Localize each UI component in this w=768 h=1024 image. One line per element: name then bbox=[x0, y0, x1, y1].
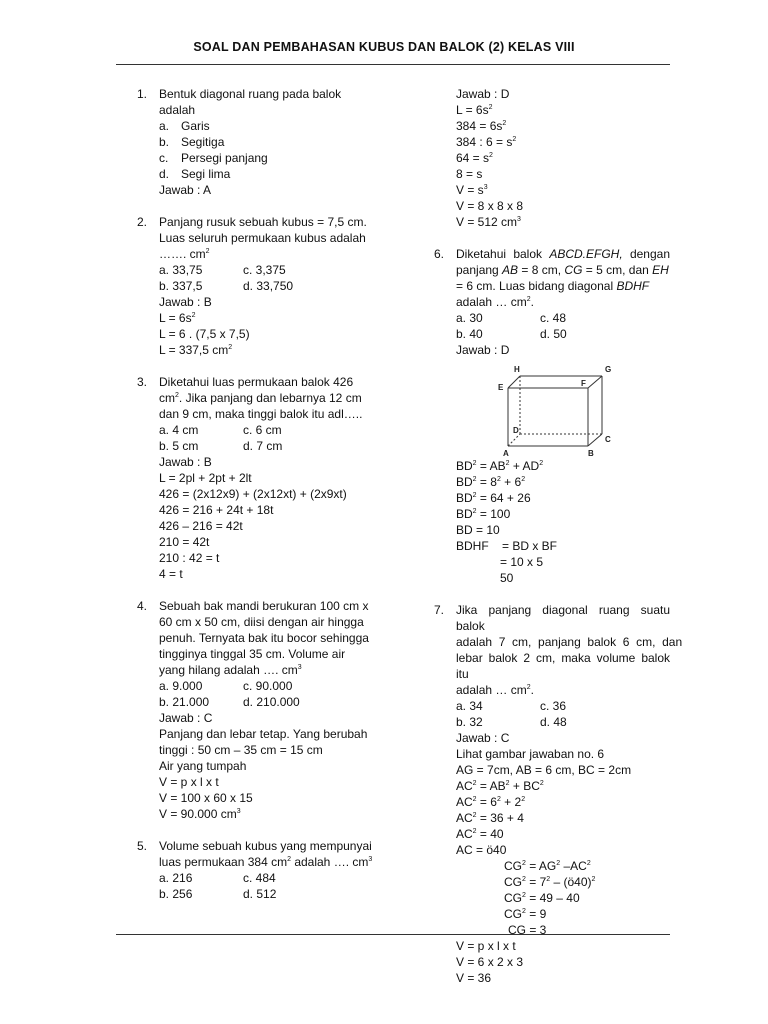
answer: Jawab : C bbox=[456, 731, 510, 745]
solution-line: $64 = s^2$ bbox=[456, 151, 493, 165]
solution-line: 384 : $6 = s^2$ bbox=[456, 135, 517, 149]
edge-bc bbox=[588, 434, 602, 446]
option-row: b. 40 d. 50 bbox=[456, 327, 567, 341]
option: b. Segitiga bbox=[159, 135, 225, 149]
vertex-label: C bbox=[605, 435, 611, 444]
option-row: b. 5 cm d. 7 cm bbox=[159, 439, 283, 453]
solution-line: 50 bbox=[500, 571, 514, 585]
footer-rule bbox=[116, 934, 670, 935]
solution-line: $CG^2 = 7^2$ – (ö40)$^2$ bbox=[504, 875, 596, 889]
question-number: 2. bbox=[137, 215, 148, 229]
option-row: a. 30 c. 48 bbox=[456, 311, 567, 325]
solution-line: 426 – 216 = 42t bbox=[159, 519, 243, 533]
solution-line: $CG^2 = 9$ bbox=[504, 907, 547, 921]
solution-line: $AC^2 = 36 + 4$ bbox=[456, 811, 524, 825]
question-number: 1. bbox=[137, 87, 148, 101]
solution-line: tinggi : 50 cm – 35 cm = 15 cm bbox=[159, 743, 323, 757]
question-text: adalah bbox=[159, 103, 196, 117]
solution-line: V = 6 x 2 x 3 bbox=[456, 955, 524, 969]
option: a. Garis bbox=[159, 119, 210, 133]
question-5-solution bbox=[434, 86, 670, 230]
option-row: b. 337,5 d. 33,750 bbox=[159, 279, 294, 293]
question-text: penuh. Ternyata bak itu bocor sehingga bbox=[159, 631, 369, 645]
solution-line: BD = 10 bbox=[456, 523, 500, 537]
vertex-label: E bbox=[498, 383, 504, 392]
solution-line: $V = s^3$ bbox=[456, 183, 488, 197]
solution-line: 210 = 42t bbox=[159, 535, 210, 549]
question-text: tingginya tinggal 35 cm. Volume air bbox=[159, 647, 346, 661]
solution-line: $BD^2 = 100$ bbox=[456, 507, 511, 521]
solution-line: AC = ö40 bbox=[456, 843, 507, 857]
solution-line: V = 512 $cm^3$ bbox=[456, 215, 521, 229]
option-row: a. 9.000 c. 90.000 bbox=[159, 679, 293, 693]
question-4 bbox=[137, 598, 377, 822]
page-title: SOAL DAN PEMBAHASAN KUBUS DAN BALOK (2) KELAS VIII bbox=[193, 40, 575, 54]
question-text: Volume sebuah kubus yang mempunyai bbox=[159, 839, 372, 853]
option-row: a. 33,75 c. 3,375 bbox=[159, 263, 286, 277]
question-text: Diketahui luas permukaan balok 426 bbox=[159, 375, 354, 389]
solution-line: $BD^2 = 8^2 + 6^2$ bbox=[456, 475, 526, 489]
question-text: 60 cm x 50 cm, diisi dengan air hingga bbox=[159, 615, 364, 629]
question-5 bbox=[137, 838, 377, 902]
solution-line: $BD^2 = AB^2 + AD^2$ bbox=[456, 459, 544, 473]
question-number: 7. bbox=[434, 603, 445, 617]
option-row: b. 21.000 d. 210.000 bbox=[159, 695, 300, 709]
answer: Jawab : C bbox=[159, 711, 213, 725]
question-text: Sebuah bak mandi berukuran 100 cm x bbox=[159, 599, 369, 613]
question-1 bbox=[137, 86, 377, 198]
solution-line: Panjang dan lebar tetap. Yang berubah bbox=[159, 727, 368, 741]
solution-line: $CG^2 = AG^2$ $-AC^2$ bbox=[504, 859, 591, 873]
solution-line: 426 = 216 + 24t + 18t bbox=[159, 503, 274, 517]
solution-line: $AC^2 = AB^2 + BC^2$ bbox=[456, 779, 544, 793]
solution-line: V = 8 x 8 x 8 bbox=[456, 199, 524, 213]
question-text: luas permukaan 384 $cm^2$ adalah …. $cm^3$ bbox=[159, 855, 373, 869]
cuboid-diagram bbox=[496, 362, 624, 458]
question-number: 6. bbox=[434, 247, 445, 261]
solution-line: $AC^2 = 6^2 + 2^2$ bbox=[456, 795, 526, 809]
solution-line: V = 90.000 $cm^3$ bbox=[159, 807, 241, 821]
solution-line: $384 = 6s^2$ bbox=[456, 119, 507, 133]
solution-line: L = 6 . (7,5 x 7,5) bbox=[159, 327, 250, 341]
answer: Jawab : D bbox=[456, 87, 510, 101]
solution-line: 426 = (2x12x9) + (2x12xt) + (2x9xt) bbox=[159, 487, 347, 501]
solution-line: $CG^2 = 49 - 40$ bbox=[504, 891, 580, 905]
question-text: panjang AB = 8 cm, CG = 5 cm, dan EH bbox=[456, 263, 669, 277]
question-text: Jika panjang diagonal ruang suatu balok bbox=[456, 603, 670, 633]
option: c. Persegi panjang bbox=[159, 151, 268, 165]
solution-line: V = 36 bbox=[456, 971, 492, 985]
left-column bbox=[137, 86, 377, 902]
question-text: = 6 cm. Luas bidang diagonal BDHF bbox=[456, 279, 650, 293]
solution-line: Lihat gambar jawaban no. 6 bbox=[456, 747, 605, 761]
question-6 bbox=[434, 246, 670, 586]
solution-line: 210 : 42 = t bbox=[159, 551, 220, 565]
solution-line: 8 = s bbox=[456, 167, 483, 181]
answer: Jawab : A bbox=[159, 183, 212, 197]
option-row: a. 216 c. 484 bbox=[159, 871, 276, 885]
question-text: adalah 7 cm, panjang balok 6 cm, dan bbox=[456, 635, 683, 649]
answer: Jawab : B bbox=[159, 455, 212, 469]
question-text: adalah … $cm^2$. bbox=[456, 683, 534, 697]
question-7 bbox=[434, 602, 683, 986]
question-text: yang hilang adalah …. $cm^3$ bbox=[159, 663, 302, 677]
question-number: 5. bbox=[137, 839, 148, 853]
option: d. Segi lima bbox=[159, 167, 231, 181]
vertex-label: A bbox=[503, 449, 509, 458]
question-text: ……. $cm^2$ bbox=[159, 247, 210, 261]
solution-line: $L = 6s^2$ bbox=[159, 311, 196, 325]
vertex-label: F bbox=[581, 379, 586, 388]
solution-line: L = 2pl + 2pt + 2lt bbox=[159, 471, 252, 485]
option-row: b. 32 d. 48 bbox=[456, 715, 567, 729]
vertex-label: H bbox=[514, 365, 520, 374]
vertex-label: B bbox=[588, 449, 594, 458]
question-3 bbox=[137, 374, 377, 582]
question-text: Diketahui balok ABCD.EFGH, dengan bbox=[456, 247, 670, 261]
question-text: Bentuk diagonal ruang pada balok bbox=[159, 87, 342, 101]
question-2 bbox=[137, 214, 377, 358]
solution-line: V = p x l x t bbox=[159, 775, 219, 789]
option-row: a. 34 c. 36 bbox=[456, 699, 567, 713]
question-number: 3. bbox=[137, 375, 148, 389]
answer: Jawab : B bbox=[159, 295, 212, 309]
option-row: a. 4 cm c. 6 cm bbox=[159, 423, 282, 437]
solution-line: V = p x l x t bbox=[456, 939, 516, 953]
solution-line: $L = 6s^2$ bbox=[456, 103, 493, 117]
solution-line: L = 337,5 $cm^2$ bbox=[159, 343, 233, 357]
answer: Jawab : D bbox=[456, 343, 510, 357]
solution-line: = 10 x 5 bbox=[500, 555, 544, 569]
solution-line: CG = 3 bbox=[508, 923, 547, 937]
solution-line: $AC^2 = 40$ bbox=[456, 827, 504, 841]
question-text: adalah … $cm^2$. bbox=[456, 295, 534, 309]
solution-line: Air yang tumpah bbox=[159, 759, 247, 773]
solution-line: AG = 7cm, AB = 6 cm, BC = 2cm bbox=[456, 763, 632, 777]
question-text: dan 9 cm, maka tinggi balok itu adl….. bbox=[159, 407, 363, 421]
header-rule bbox=[116, 64, 670, 65]
question-text: lebar balok 2 cm, maka volume balok itu bbox=[456, 651, 670, 681]
vertex-label: D bbox=[513, 426, 519, 435]
question-text: $cm^2$. Jika panjang dan lebarnya 12 cm bbox=[159, 391, 362, 405]
right-column bbox=[434, 86, 683, 986]
option-row: b. 256 d. 512 bbox=[159, 887, 277, 901]
vertex-label: G bbox=[605, 365, 612, 374]
question-text: Panjang rusuk sebuah kubus = 7,5 cm. bbox=[159, 215, 367, 229]
solution-line: V = 100 x 60 x 15 bbox=[159, 791, 253, 805]
question-number: 4. bbox=[137, 599, 148, 613]
solution-line: $BD^2 = 64 + 26$ bbox=[456, 491, 531, 505]
edge-fg bbox=[588, 376, 602, 388]
question-text: Luas seluruh permukaan kubus adalah bbox=[159, 231, 366, 245]
edge-ad bbox=[508, 434, 520, 446]
solution-line: BDHF = BD x BF bbox=[456, 539, 558, 553]
edge-eh bbox=[508, 376, 520, 388]
solution-line: 4 = t bbox=[159, 567, 183, 581]
